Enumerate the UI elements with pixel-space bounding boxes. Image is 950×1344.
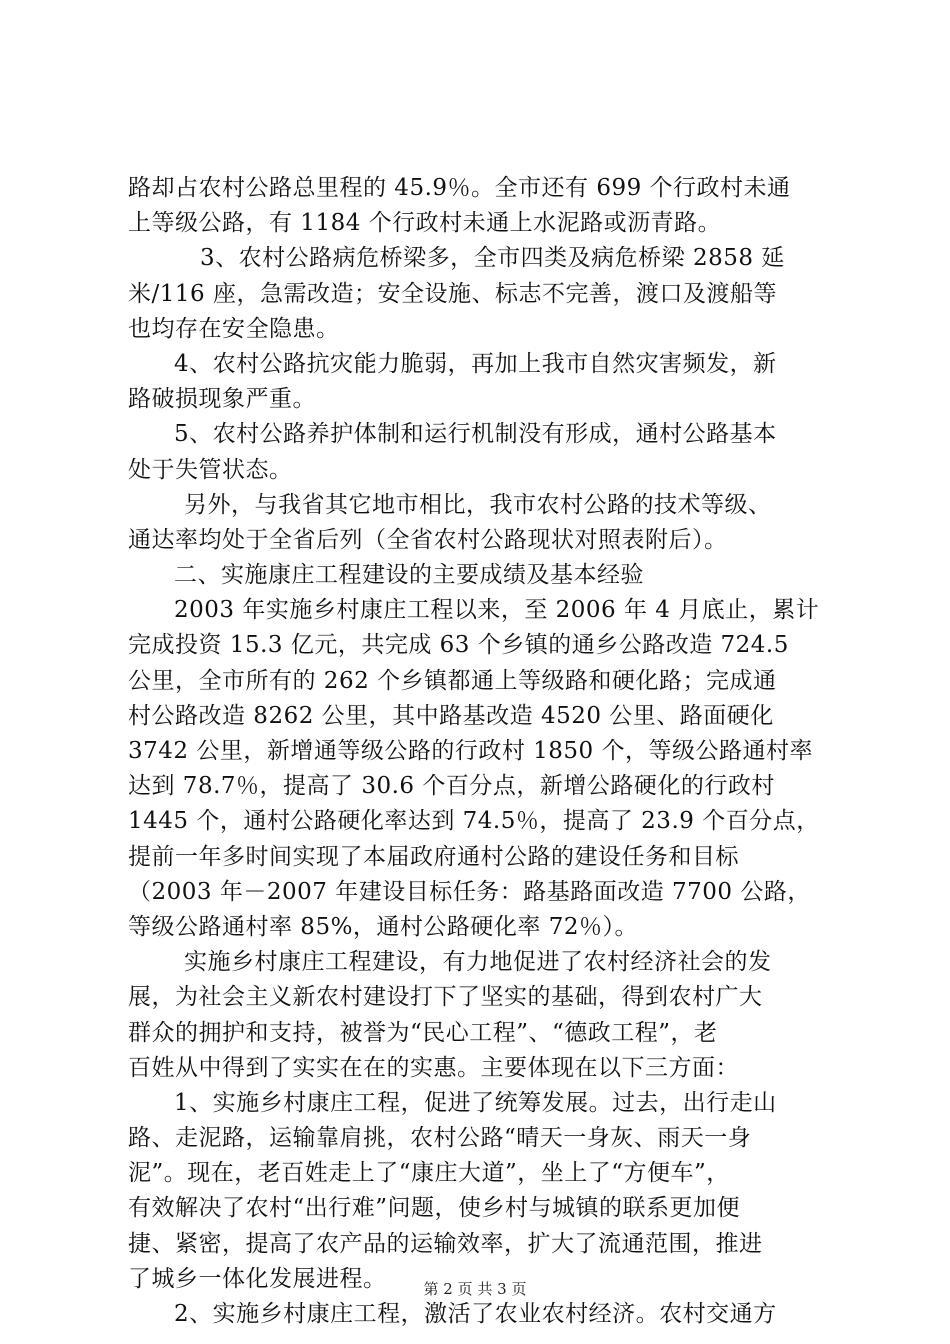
text-line: 2003 年实施乡村康庄工程以来，至 2006 年 4 月底止，累计 [174, 597, 820, 624]
text-line: 二、实施康庄工程建设的主要成绩及基本经验 [174, 562, 644, 589]
text-line: 5、农村公路养护体制和运行机制没有形成，通村公路基本 [174, 421, 777, 448]
text-line: 4、农村公路抗灾能力脆弱，再加上我市自然灾害频发，新 [174, 350, 777, 377]
text-line: 群众的拥护和支持，被誉为“民心工程”、“德政工程”，老 [128, 1019, 718, 1046]
text-line: 1、实施乡村康庄工程，促进了统筹发展。过去，出行走山 [174, 1089, 777, 1116]
text-line: 米/116 座，急需改造；安全设施、标志不完善，渡口及渡船等 [128, 280, 777, 307]
text-line: （2003 年－2007 年建设目标任务：路基路面改造 7700 公路， [128, 878, 811, 905]
text-line: 上等级公路，有 1184 个行政村未通上水泥路或沥青路。 [128, 210, 722, 237]
text-line: 通达率均处于全省后列（全省农村公路现状对照表附后）。 [128, 526, 728, 553]
text-line: 也均存在安全隐患。 [128, 315, 340, 342]
text-line: 完成投资 15.3 亿元，共完成 63 个乡镇的通乡公路改造 724.5 [128, 632, 789, 659]
document-body [128, 171, 828, 1332]
text-line: 达到 78.7％，提高了 30.6 个百分点，新增公路硬化的行政村 [128, 773, 775, 800]
text-line: 处于失管状态。 [128, 456, 293, 483]
text-line: 等级公路通村率 85%，通村公路硬化率 72％）。 [128, 913, 639, 940]
page-footer: 第 2 页 共 3 页 [423, 1280, 527, 1298]
text-line: 另外，与我省其它地市相比，我市农村公路的技术等级、 [184, 491, 772, 518]
text-line: 有效解决了农村“出行难”问题，使乡村与城镇的联系更加便 [128, 1195, 741, 1222]
text-line: 提前一年多时间实现了本届政府通村公路的建设任务和目标 [128, 843, 739, 870]
text-line: 百姓从中得到了实实在在的实惠。主要体现在以下三方面： [128, 1054, 739, 1081]
text-line: 3、农村公路病危桥梁多，全市四类及病危桥梁 2858 延 [200, 245, 785, 272]
text-line: 2、实施乡村康庄工程，激活了农业农村经济。农村交通方 [174, 1301, 777, 1327]
text-line: 路却占农村公路总里程的 45.9％。全市还有 699 个行政村未通 [128, 175, 791, 201]
text-line: 泥”。现在，老百姓走上了“康庄大道”，坐上了“方便车”， [128, 1160, 730, 1187]
text-line: 了城乡一体化发展进程。 [128, 1265, 387, 1292]
text-line: 路破损现象严重。 [128, 386, 316, 413]
text-line: 路、走泥路，运输靠肩挑，农村公路“晴天一身灰、雨天一身 [128, 1125, 752, 1152]
text-line: 3742 公里，新增通等级公路的行政村 1850 个，等级公路通村率 [128, 738, 813, 764]
text-line: 村公路改造 8262 公里，其中路基改造 4520 公里、路面硬化 [128, 702, 774, 729]
text-line: 公里，全市所有的 262 个乡镇都通上等级路和硬化路；完成通 [128, 667, 777, 694]
text-line: 捷、紧密，提高了农产品的运输效率，扩大了流通范围，推进 [128, 1230, 763, 1257]
text-line: 实施乡村康庄工程建设，有力地促进了农村经济社会的发 [184, 949, 772, 976]
text-line: 展，为社会主义新农村建设打下了坚实的基础，得到农村广大 [128, 984, 763, 1011]
text-line: 1445 个，通村公路硬化率达到 74.5％，提高了 23.9 个百分点， [128, 808, 820, 835]
